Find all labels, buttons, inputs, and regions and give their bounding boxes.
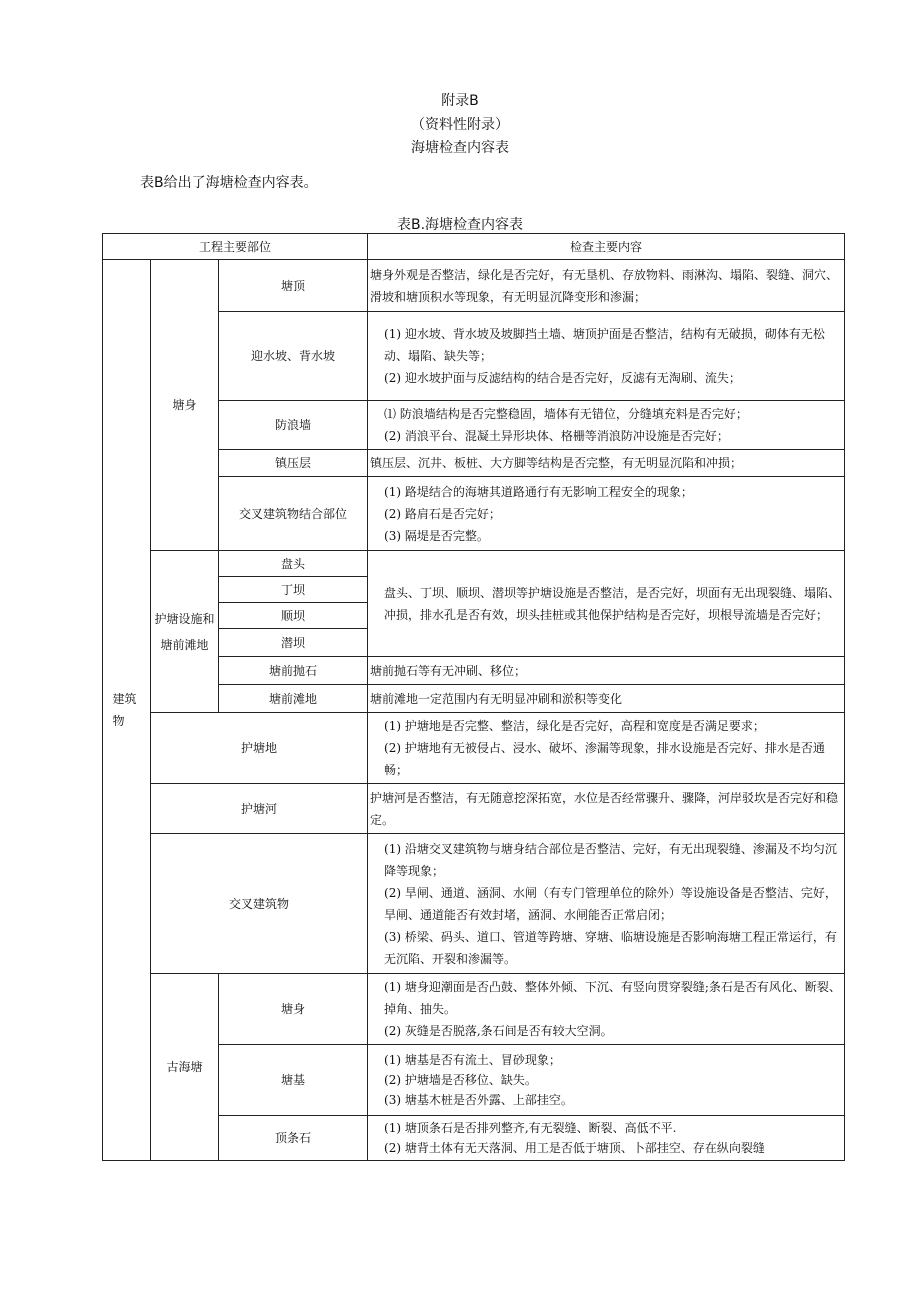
row-content: [368, 401, 845, 450]
row-content: 塘身外观是否整洁，绿化是否完好，有无垦机、存放物料、雨淋沟、塌陷、裂缝、洞穴、滑坡和塘顶积水等现象，有无明显沉降变形和渗漏；: [368, 260, 845, 312]
row-label: 交叉建筑物: [151, 834, 368, 974]
content-line: (2) 护塘墙是否移位、缺失。: [384, 1073, 537, 1087]
row-content: [368, 1116, 845, 1161]
row-content: 塘前滩地一定范围内有无明显冲刷和淤积等变化: [368, 685, 845, 713]
content-line: (2) 灰缝是否脱落,条石间是否有较大空洞。: [384, 1024, 613, 1038]
table-row: [103, 713, 845, 784]
row-label: 护塘河: [151, 784, 368, 834]
row-label: 迎水坡、背水坡: [219, 312, 368, 401]
inspection-table: [102, 233, 845, 1161]
gu-cell: 古海塘: [151, 974, 219, 1161]
row-content: [368, 312, 845, 401]
content-line: (1) 塘基是否有流土、冒砂现象；: [384, 1053, 561, 1067]
row-label: 塘基: [219, 1045, 368, 1116]
header-part: 工程主要部位: [103, 234, 368, 260]
table-row: [103, 974, 845, 1045]
row-label: 护塘地: [151, 713, 368, 784]
row-content: 盘头、丁坝、顺坝、潜坝等护塘设施是否整洁，是否完好，坝面有无出现裂缝、塌陷、冲损，排水孔是否有效，坝头挂桩或其他保护结构是否完好，坝根导流墙是否完好；: [368, 551, 845, 657]
content-line: (1) 塘顶条石是否排列整齐,有无裂缝、断裂、高低不平.: [384, 1121, 677, 1135]
row-content: 塘前抛石等有无冲刷、移位；: [368, 657, 845, 685]
row-label: 塘前滩地: [219, 685, 368, 713]
content-line: ⑴ 防浪墙结构是否完整稳固，墙体有无错位，分缝填充料是否完好；: [384, 407, 748, 421]
table-row: [103, 260, 845, 312]
tang-shen-cell: 塘身: [151, 260, 219, 551]
content-line: (1) 沿塘交叉建筑物与塘身结合部位是否整洁、完好，有无出现裂缝、渗漏及不均匀沉降等现象；: [384, 841, 837, 878]
row-label: 镇压层: [219, 450, 368, 477]
intro-text: 表B给出了海塘检查内容表。: [140, 175, 318, 191]
table-row: [103, 784, 845, 834]
table-caption: 表B.海塘检查内容表: [396, 217, 524, 233]
content-line: (1) 护塘地是否完整、整洁，绿化是否完好，高程和宽度是否满足要求；: [384, 719, 765, 733]
header-content: 检查主要内容: [368, 234, 845, 260]
row-content: 护塘河是否整洁，有无随意挖深拓宽，水位是否经常骤升、骤降，河岸驳坎是否完好和稳定。: [368, 784, 845, 834]
content-line: (3) 隔堤是否完整。: [384, 528, 489, 543]
content-line: (1) 路堤结合的海塘其道路通行有无影响工程安全的现象；: [384, 484, 693, 499]
row-label: 丁坝: [219, 577, 368, 603]
row-label: 顺坝: [219, 603, 368, 629]
row-label: 防浪墙: [219, 401, 368, 450]
content-line: (3) 塘基木桩是否外露、上部挂空。: [384, 1093, 573, 1107]
row-content: [368, 1045, 845, 1116]
row-content: [368, 834, 845, 974]
row-label: 顶条石: [219, 1116, 368, 1161]
row-label: 塘前抛石: [219, 657, 368, 685]
content-line: (2) 消浪平台、混凝土异形块体、格栅等消浪防冲设施是否完好；: [384, 429, 729, 443]
content-line: (2) 塘背土体有无天落洞、用工是否低于塘顶、卜部挂空、存在纵向裂缝: [384, 1141, 765, 1155]
appendix-label: 附录B: [441, 93, 479, 109]
appendix-title: 海塘检查内容表: [411, 140, 509, 156]
row-content: [368, 477, 845, 551]
content-line: (1) 迎水坡、背水坡及坡脚挡土墙、塘顶护面是否整洁，结构有无破损，砌体有无松动、塌陷、缺失等；: [384, 327, 825, 363]
hutang-cell: 护塘设施和塘前滩地: [151, 551, 219, 713]
row-label: 交叉建筑物结合部位: [219, 477, 368, 551]
content-line: (3) 桥梁、码头、道口、管道等跨塘、穿塘、临塘设施是否影响海塘工程正常运行，有无沉陷、开裂和渗漏等。: [384, 929, 837, 966]
row-label: 盘头: [219, 551, 368, 577]
row-content: [368, 713, 845, 784]
row-content: 镇压层、沉井、板桩、大方脚等结构是否完整，有无明显沉陷和冲损；: [368, 450, 845, 477]
row-label: 塘身: [219, 974, 368, 1045]
content-line: (2) 旱闸、通道、涵洞、水闸（有专门管理单位的除外）等设施设备是否整洁、完好，旱闸、通道能否有效封堵，涵洞、水闸能否正常启闭；: [384, 885, 837, 922]
appendix-nature: （资料性附录）: [411, 117, 509, 133]
building-cell: 建筑物: [103, 260, 151, 1161]
row-label: 塘顶: [219, 260, 368, 312]
table-row: [103, 551, 845, 577]
row-content: [368, 974, 845, 1045]
row-label: 潜坝: [219, 629, 368, 657]
content-line: (2) 迎水坡护面与反滤结构的结合是否完好，反滤有无淘刷、流失；: [384, 371, 741, 385]
content-line: (2) 护塘地有无被侵占、浸水、破坏、渗漏等现象，排水设施是否完好、排水是否通畅；: [384, 741, 825, 777]
content-line: (1) 塘身迎潮面是否凸鼓、整体外倾、下沉、有竖向贯穿裂缝;条石是否有风化、断裂、掉角、抽失。: [384, 980, 841, 1016]
table-row: [103, 834, 845, 974]
content-line: (2) 路肩石是否完好；: [384, 506, 501, 521]
table-header-row: [103, 234, 845, 260]
